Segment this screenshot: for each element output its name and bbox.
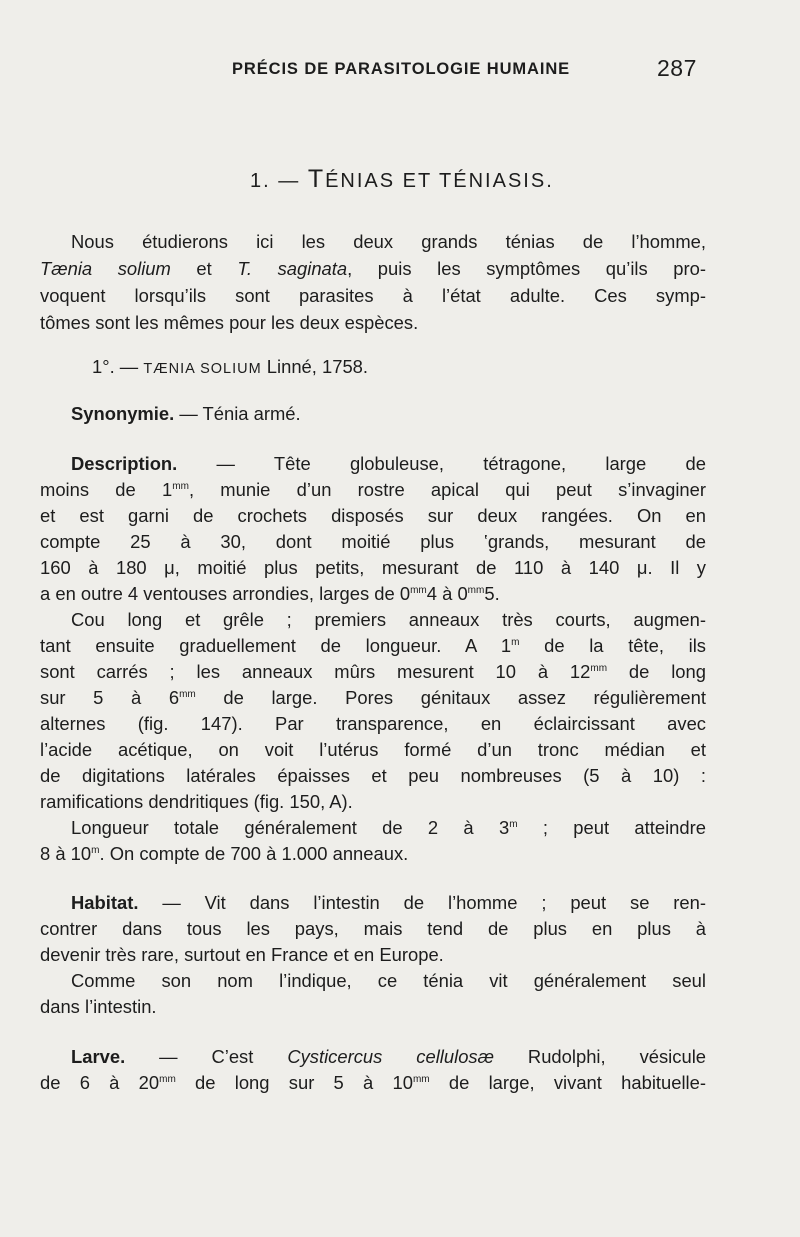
taxon-name: Cysticercus cellulosæ xyxy=(287,1046,494,1067)
habitat-line: Comme son nom l’indique, ce ténia vit généralement seul xyxy=(71,970,706,991)
page-number: 287 xyxy=(657,55,697,81)
habitat-label: Habitat. xyxy=(71,892,139,913)
description-line: 160 à 180 μ, moitié plus petits, mesurant de 110 à 140 μ. Il y xyxy=(40,557,706,578)
description-line: a en outre 4 ventouses arrondies, larges de $0^{mm}4$ à $0^{mm}5$. xyxy=(40,583,500,604)
description-line: sur 5 à $6^{mm}$ de large. Pores génitaux assez régulièrement xyxy=(40,687,706,708)
description-line: sont carrés ; les anneaux mûrs mesurent 10 à $12^{mm}$ de long xyxy=(40,661,706,682)
description-label: Description. xyxy=(71,453,178,474)
description-line: l’acide acétique, on voit l’utérus formé d’un tronc médian et xyxy=(40,739,706,760)
description-line: compte 25 à 30, dont moitié plus ‛grands, mesurant de xyxy=(40,531,706,552)
description-line: Cou long et grêle ; premiers anneaux très courts, augmen- xyxy=(71,609,706,630)
section-title xyxy=(250,165,554,194)
habitat-line: Habitat. — Vit dans l’intestin de l’homme ; peut se ren- xyxy=(71,892,706,913)
intro-line: tômes sont les mêmes pour les deux espèces. xyxy=(40,312,419,333)
synonymie-label: Synonymie. xyxy=(71,403,175,424)
larve-label: Larve. xyxy=(71,1046,126,1067)
habitat-line: devenir très rare, surtout en France et en Europe. xyxy=(40,944,444,965)
taxon-name: Tænia solium xyxy=(40,258,171,279)
description-line: 8 à 10$^m$. On compte de 700 à 1.000 anneaux. xyxy=(40,843,409,864)
synonymie-line: Synonymie. — Ténia armé. xyxy=(71,403,301,424)
intro-line: Nous étudierons ici les deux grands ténias de l’homme, xyxy=(71,231,706,252)
description-line: de digitations latérales épaisses et peu nombreuses (5 à 10) : xyxy=(40,765,706,786)
species-heading: 1°. — TÆNIA SOLIUM Linné, 1758. xyxy=(92,356,369,377)
habitat-line: dans l’intestin. xyxy=(40,996,157,1017)
description-line: tant ensuite graduellement de longueur. A 1$^m$ de la tête, ils xyxy=(40,635,707,656)
running-title: PRÉCIS DE PARASITOLOGIE HUMAINE xyxy=(232,60,571,78)
description-line: et est garni de crochets disposés sur deux rangées. On en xyxy=(40,505,706,526)
description-line: alternes (fig. 147). Par transparence, en éclaircissant avec xyxy=(40,713,706,734)
species-name: TÆNIA SOLIUM xyxy=(143,361,262,377)
description-line: Description. — Tête globuleuse, tétragone, large de xyxy=(71,453,706,474)
section-title-rest: ÉNIAS ET TÉNIASIS. xyxy=(325,170,554,192)
larve-line: Larve. — C’est Cysticercus cellulosæ Rudolphi, vésicule xyxy=(71,1046,707,1067)
section-title-initial: T xyxy=(307,165,326,193)
description-line: ramifications dendritiques (fig. 150, A). xyxy=(40,791,353,812)
description-line: moins de $1^{mm}$, munie d’un rostre apical qui peut s’invaginer xyxy=(40,479,707,500)
larve-line: de 6 à $20^{mm}$ de long sur 5 à $10^{mm}$ de large, vivant habituelle- xyxy=(40,1072,706,1093)
taxon-name: T. saginata xyxy=(237,258,348,279)
section-number: 1. — xyxy=(250,170,301,192)
intro-line: voquent lorsqu’ils sont parasites à l’état adulte. Ces symp- xyxy=(40,285,706,306)
intro-line: Tænia solium et T. saginata, puis les symptômes qu’ils pro- xyxy=(40,258,706,279)
habitat-line: contrer dans tous les pays, mais tend de plus en plus à xyxy=(40,918,706,939)
description-line: Longueur totale généralement de 2 à 3$^m$ ; peut atteindre xyxy=(71,817,706,838)
